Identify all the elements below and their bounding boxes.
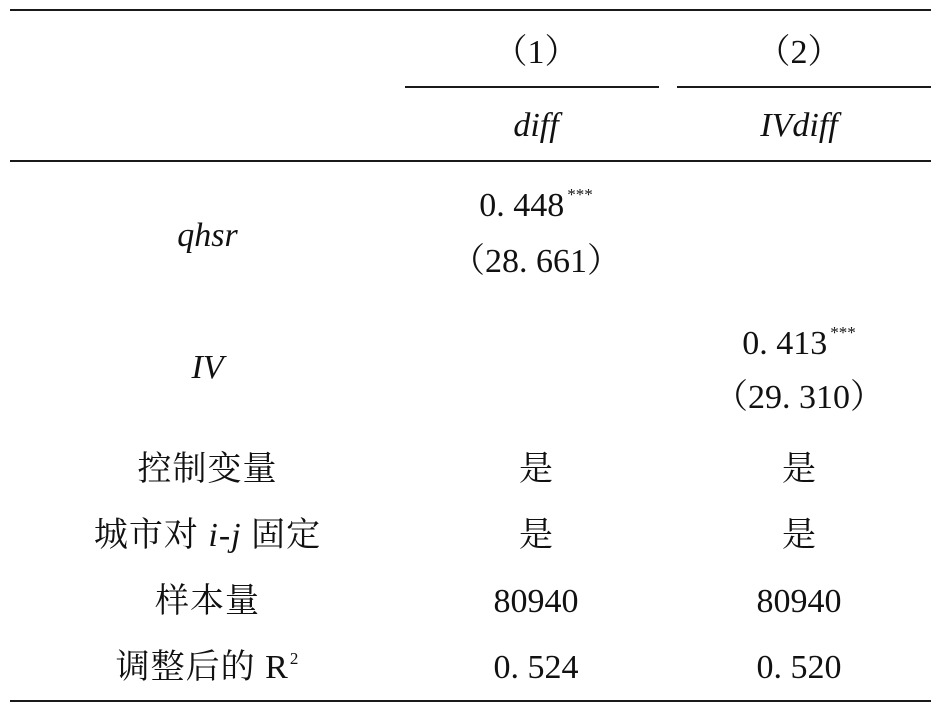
- top-rule: [10, 9, 931, 11]
- city-fe-ij: i-j: [208, 517, 242, 554]
- qhsr-coefficient: [405, 186, 667, 231]
- bottom-rule: [10, 700, 931, 702]
- iv-significance-stars: ***: [830, 323, 856, 342]
- row-label-city-fe: [10, 516, 405, 556]
- iv-t-statistic: （29. 310）: [714, 379, 884, 416]
- row-label-adj-r2: [10, 648, 405, 693]
- row-label-sample-size: 样本量: [155, 583, 260, 620]
- row-label-qhsr: qhsr: [177, 217, 238, 254]
- sample-size-col1: 80940: [493, 583, 579, 620]
- qhsr-coefficient-value: 0. 448: [479, 187, 565, 224]
- column-1-name: diff: [513, 107, 559, 144]
- adj-r2-col1: 0. 524: [493, 649, 579, 686]
- qhsr-significance-stars: ***: [567, 185, 593, 204]
- column-1-subrule: [405, 86, 659, 88]
- row-label-controls: 控制变量: [137, 451, 278, 488]
- adj-r2-col2: 0. 520: [756, 649, 842, 686]
- controls-col1: 是: [519, 451, 553, 488]
- column-2-name: IVdiff: [760, 107, 838, 144]
- iv-coefficient: [667, 324, 931, 369]
- column-1-number: （1）: [493, 34, 579, 71]
- row-label-iv: IV: [191, 349, 224, 386]
- adj-r2-label-text: 调整后的 R: [115, 649, 289, 686]
- header-rule: [10, 160, 931, 162]
- city-fe-suffix: 固定: [251, 517, 322, 554]
- city-fe-col1: 是: [519, 517, 553, 554]
- controls-col2: 是: [782, 451, 816, 488]
- column-2-number: （2）: [756, 34, 842, 71]
- city-fe-col2: 是: [782, 517, 816, 554]
- iv-coefficient-value: 0. 413: [742, 325, 828, 362]
- city-fe-prefix: 城市对: [93, 517, 199, 554]
- qhsr-t-statistic: （28. 661）: [451, 243, 621, 280]
- sample-size-col2: 80940: [756, 583, 842, 620]
- column-2-subrule: [677, 86, 931, 88]
- adj-r2-superscript: 2: [289, 649, 300, 668]
